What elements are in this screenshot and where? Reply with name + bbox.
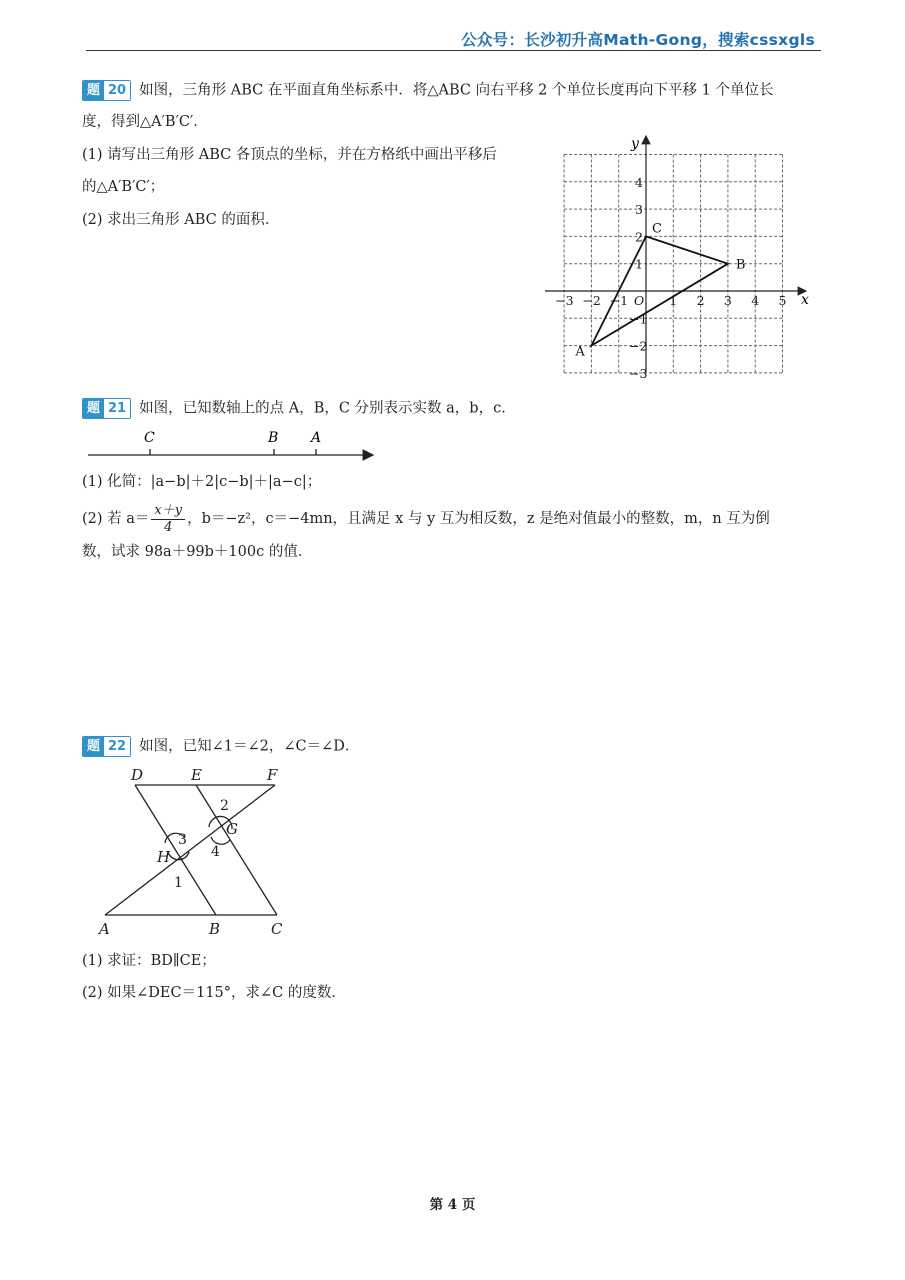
header-divider: [86, 50, 821, 51]
question-22-tag: [82, 736, 131, 757]
question-20-line-2: 度，得到△A′B′C′．: [82, 114, 208, 130]
header-text: 公众号：长沙初升高Math-Gong，搜索cssxgls: [461, 31, 815, 49]
y-tick-label: 4: [635, 174, 643, 190]
x-tick-label: 4: [751, 293, 760, 308]
y-tick-label: −1: [629, 311, 648, 327]
question-20-line-1: [82, 80, 773, 101]
y-tick-label: −2: [629, 338, 648, 354]
question-text: 如图，三角形 ABC 在平面直角坐标系中．将△ABC 向右平移 2 个单位长度再向下平移 1 个单位长: [139, 82, 774, 99]
vertex-label-c: C: [652, 221, 662, 237]
x-tick-label: 3: [723, 293, 732, 308]
point-e-label: E: [191, 766, 202, 784]
segment-ec: [196, 785, 277, 915]
question-20-line-4: 的△A′B′C′；: [82, 179, 165, 195]
x-tick-label: −1: [609, 293, 629, 308]
x-tick-label: 5: [778, 293, 787, 308]
question-21-part-2-line-2: 数，试求 98a＋99b＋100c 的值．: [82, 544, 313, 560]
x-tick-label: 1: [669, 293, 678, 308]
question-number: 21: [104, 399, 130, 418]
question-22-part-1: (1) 求证：BD∥CE；: [82, 953, 216, 969]
question-20-line-3: (1) 请写出三角形 ABC 各顶点的坐标，并在方格纸中画出平移后: [82, 147, 497, 163]
point-f-label: F: [267, 766, 278, 784]
number-line-figure: [88, 424, 388, 464]
fraction-numerator: x＋y: [151, 503, 185, 520]
page-number: 第 4 页: [429, 1197, 476, 1213]
y-axis-label: y: [631, 136, 639, 152]
geometry-figure: [95, 760, 305, 940]
question-21-part-1: (1) 化简：|a−b|＋2|c−b|＋|a−c|；: [82, 474, 322, 490]
fraction: [151, 503, 185, 536]
point-d-label: D: [131, 766, 144, 784]
part-2-text: ，b＝−z²，c＝−4mn，且满足 x 与 y 互为相反数，z 是绝对值最小的整数，m，n 互为倒: [187, 511, 770, 527]
point-b-label: B: [268, 430, 279, 446]
x-tick-label: O: [634, 293, 645, 308]
x-tick-label: 2: [696, 293, 705, 308]
question-text: 如图，已知∠1＝∠2，∠C＝∠D．: [139, 738, 360, 755]
grid-lines: [564, 155, 782, 373]
point-a-label: A: [99, 920, 110, 938]
question-tag-icon: 题: [83, 399, 104, 418]
point-b-label: B: [209, 920, 221, 938]
point-c-label: C: [271, 920, 283, 938]
question-22-part-2: (2) 如果∠DEC＝115°，求∠C 的度数．: [82, 985, 346, 1001]
question-21-line-1: [82, 398, 516, 419]
point-c-label: C: [144, 430, 155, 446]
point-g-label: G: [226, 820, 238, 838]
angle-3-label: 3: [178, 832, 187, 848]
y-tick-label: 1: [635, 256, 643, 272]
part-2-prefix: (2) 若 a＝: [82, 511, 150, 527]
angle-4-label: 4: [211, 844, 220, 860]
question-number: 22: [104, 737, 130, 756]
angle-1-label: 1: [174, 875, 183, 891]
point-h-label: H: [157, 848, 171, 866]
question-21-part-2-line-1: [82, 502, 770, 536]
question-tag-icon: 题: [83, 737, 104, 756]
question-20-line-5: (2) 求出三角形 ABC 的面积．: [82, 212, 280, 228]
segment-db: [135, 785, 216, 915]
question-22-line-1: [82, 736, 359, 757]
vertex-label-a: A: [575, 344, 585, 360]
question-21-tag: [82, 398, 131, 419]
question-20-tag: [82, 80, 131, 101]
y-tick-label: 3: [635, 202, 643, 218]
x-axis-label: x: [801, 292, 809, 308]
vertex-label-b: B: [735, 257, 746, 273]
x-tick-label: −3: [555, 293, 574, 308]
point-a-label: A: [311, 430, 322, 446]
question-tag-icon: 题: [83, 81, 104, 100]
question-text: 如图，已知数轴上的点 A，B，C 分别表示实数 a，b，c．: [139, 400, 516, 417]
y-tick-label: −3: [629, 365, 648, 378]
x-tick-label: −2: [582, 293, 601, 308]
angle-2-label: 2: [220, 798, 229, 814]
segment-af: [105, 785, 275, 915]
y-tick-label: 2: [635, 229, 643, 245]
coordinate-grid-figure: [535, 128, 815, 378]
question-number: 20: [104, 81, 130, 100]
fraction-denominator: 4: [164, 519, 173, 535]
